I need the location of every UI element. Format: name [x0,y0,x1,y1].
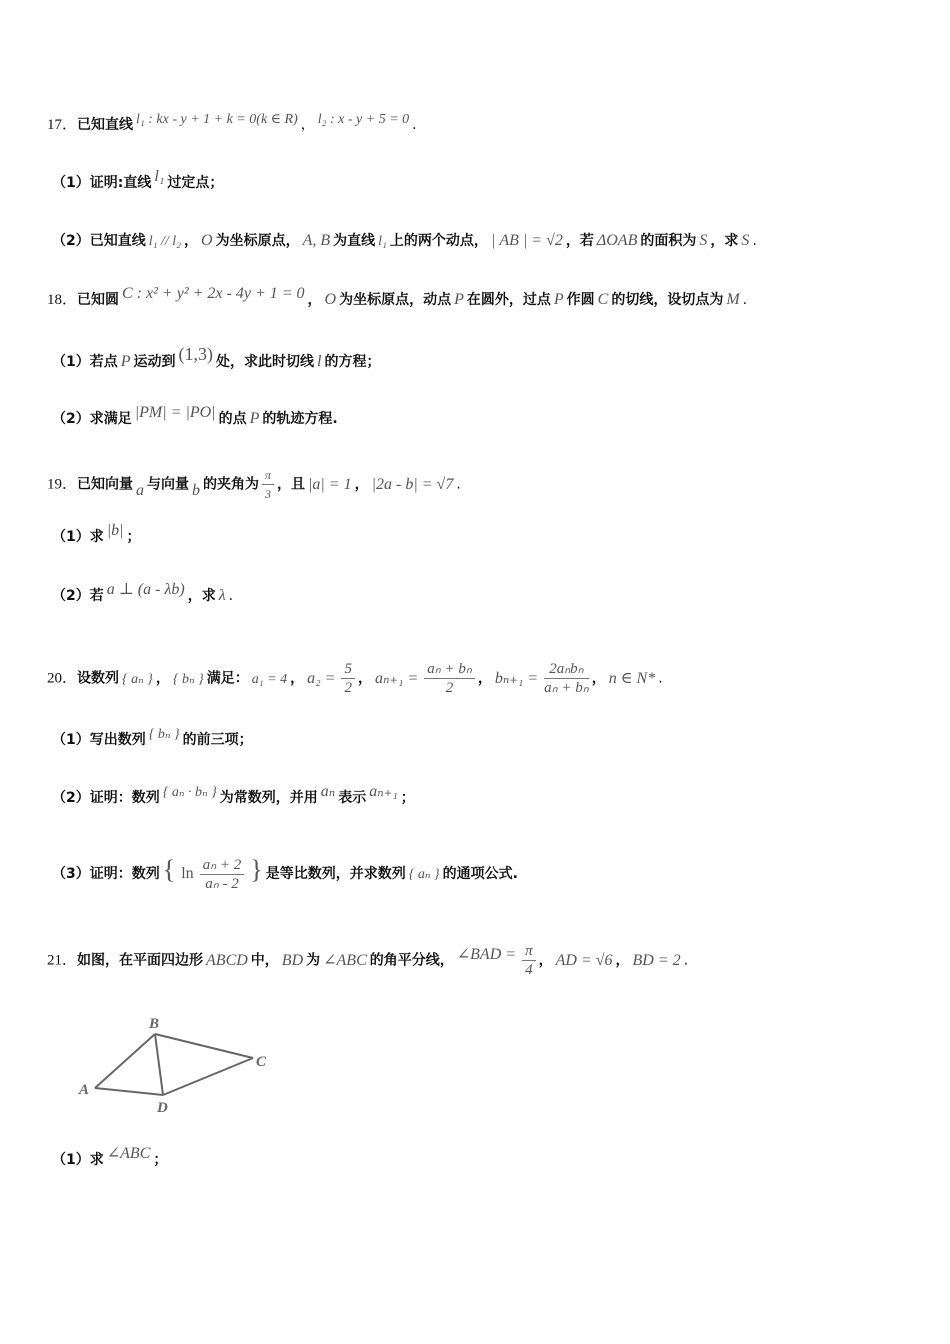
q20-part2: （2）证明：数列 { aₙ · bₙ } 为常数列，并用 aₙ 表示 aₙ₊₁ ； [52,783,415,806]
label-D: D [157,1100,168,1116]
q19-part2: （2）若 a ⊥ (a - λb) ，求 λ . [52,581,234,604]
an1-fraction: $\frac{\text{aₙ + bₙ}}{2}$ [424,660,475,697]
label-A: A [79,1082,90,1098]
q20-number: 20． [47,670,78,687]
edge-CD [163,1058,253,1095]
q19-part1: （1）求 |b| ； [52,522,141,545]
a2-fraction: $\frac{5}{2}$ [341,660,355,697]
quadrilateral-svg [75,1012,285,1117]
edge-AB [95,1034,155,1088]
q18-stem: 18．已知圆 C : x² + y² + 2x - 4y + 1 = 0 ， O 为坐标原点，动点 P 在圆外，过点 P 作圆 C 的切线，设切点为 M . [47,285,748,308]
q17-stem: 17．已知直线 l₁ : kx - y + 1 + k = 0(k ∈ R) ， l₂ : x - y + 5 = 0 . [47,112,417,133]
q18-part2: （2）求满足 |PM| = |PO| 的点 P 的轨迹方程. [52,404,338,427]
q17-part1: （1）证明:直线 l₁ 过定点； [52,168,224,191]
q19-number: 19． [47,476,78,493]
circle-equation: C : x² + y² + 2x - 4y + 1 = 0 [122,285,305,302]
q17-part2: （2）已知直线 l₁ // l₂ ， O 为坐标原点， A, B 为直线 l₁ 上的两个动点， | AB | = √2 ，若 ΔOAB 的面积为 S ，求 S . [52,232,757,249]
quadrilateral-figure [75,1012,285,1121]
q20-part1: （1）写出数列 { bₙ } 的前三项； [52,727,253,748]
q18-part1: （1）若点 P 运动到 (1,3) 处，求此时切线 l 的方程； [52,344,381,370]
bad-fraction: $\frac{\pi}{4}$ [522,942,536,979]
ln-fraction: $\frac{\text{aₙ + 2}}{\text{aₙ - 2}}$ [200,856,245,893]
bn1-fraction: $\frac{\text{2aₙbₙ}}{\text{aₙ + bₙ}}$ [544,661,589,696]
edge-DA [95,1088,163,1095]
q20-part3: （3）证明：数列 { ln $\frac{\text{aₙ + 2}}{\text{aₙ - 2}}$ } 是等比数列，并求数列 { aₙ } 的通项公式. [52,855,518,892]
l1-equation: l₁ : kx - y + 1 + k = 0(k ∈ R) [136,112,298,127]
angle-fraction: $\frac{\pi}{3}$ [262,466,274,503]
q17-number: 17． [47,117,78,133]
q21-number: 21． [47,952,78,969]
diagonal-BD [155,1034,163,1095]
quadrilateral-edges [95,1034,253,1095]
label-C: C [256,1054,267,1070]
q21-part1: （1）求 ∠ABC ； [52,1145,168,1168]
q20-stem: 20．设数列 { aₙ } ， { bₙ } 满足： a₁ = 4 ， a₂ = $\frac{5}{2}$ ， aₙ₊₁ = $\frac{\text{aₙ + bₙ}}{2}$ ， bₙ₊₁ = $\frac{\text{2aₙbₙ}}{\text{aₙ + bₙ}}$ ， n ∈ N* . [47,661,663,696]
q19-stem: 19．已知向量 a 与向量 b 的夹角为 $\frac{\pi}{3}$ ，且 |a| = 1 ， |2a - b| = √7 . [47,468,461,501]
l2-equation: l₂ : x - y + 5 = 0 [317,112,410,127]
label-B: B [149,1016,160,1032]
edge-BC [155,1034,253,1058]
q18-number: 18． [47,292,78,308]
q21-stem: 21．如图，在平面四边形 ABCD 中， BD 为 ∠ABC 的角平分线， ∠BAD = $\frac{\pi}{4}$ ， AD = √6 ， BD = 2 . [47,943,689,978]
